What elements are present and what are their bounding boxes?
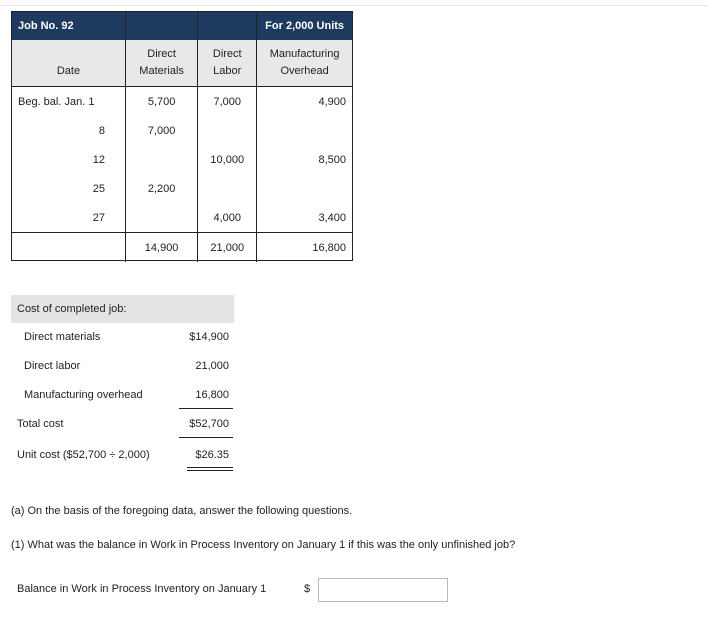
col-dl-header: Direct Labor (198, 40, 257, 87)
wip-balance-input[interactable] (318, 578, 448, 602)
completed-dl-row: Direct labor 21,000 (24, 360, 229, 372)
table-row: 8 7,000 (12, 116, 352, 145)
col-oh-header: Manufacturing Overhead (257, 40, 352, 87)
unit-rule-2 (187, 470, 233, 471)
currency-symbol: $ (304, 583, 311, 595)
question-intro: (a) On the basis of the foregoing data, answer the following questions. (11, 505, 353, 517)
total-cost-row: Total cost $52,700 (17, 418, 229, 430)
table-row: 27 4,000 3,400 (12, 203, 352, 233)
unit-cost-row: Unit cost ($52,700 ÷ 2,000) $26.35 (17, 449, 229, 461)
total-rule (179, 437, 233, 438)
completed-job-heading: Cost of completed job: (11, 295, 234, 323)
table-row: 12 10,000 8,500 (12, 145, 352, 174)
job-number: Job No. 92 (12, 12, 125, 40)
table-row: Beg. bal. Jan. 1 5,700 7,000 4,900 (12, 87, 352, 117)
unit-rule-1 (187, 467, 233, 468)
top-divider (0, 5, 708, 6)
question-1: (1) What was the balance in Work in Process Inventory on January 1 if this was the only unfinished job? (11, 539, 516, 551)
col-date-header: Date (12, 40, 125, 87)
job-cost-sheet (11, 11, 353, 261)
subtotal-rule (179, 408, 233, 409)
units-label: For 2,000 Units (257, 12, 352, 40)
answer-label: Balance in Work in Process Inventory on January 1 (17, 583, 267, 595)
col-dm-header: Direct Materials (125, 40, 197, 87)
totals-row: 14,900 21,000 16,800 (12, 233, 352, 263)
table-row: 25 2,200 (12, 174, 352, 203)
completed-oh-row: Manufacturing overhead 16,800 (24, 389, 229, 401)
completed-dm-row: Direct materials $14,900 (24, 331, 229, 343)
